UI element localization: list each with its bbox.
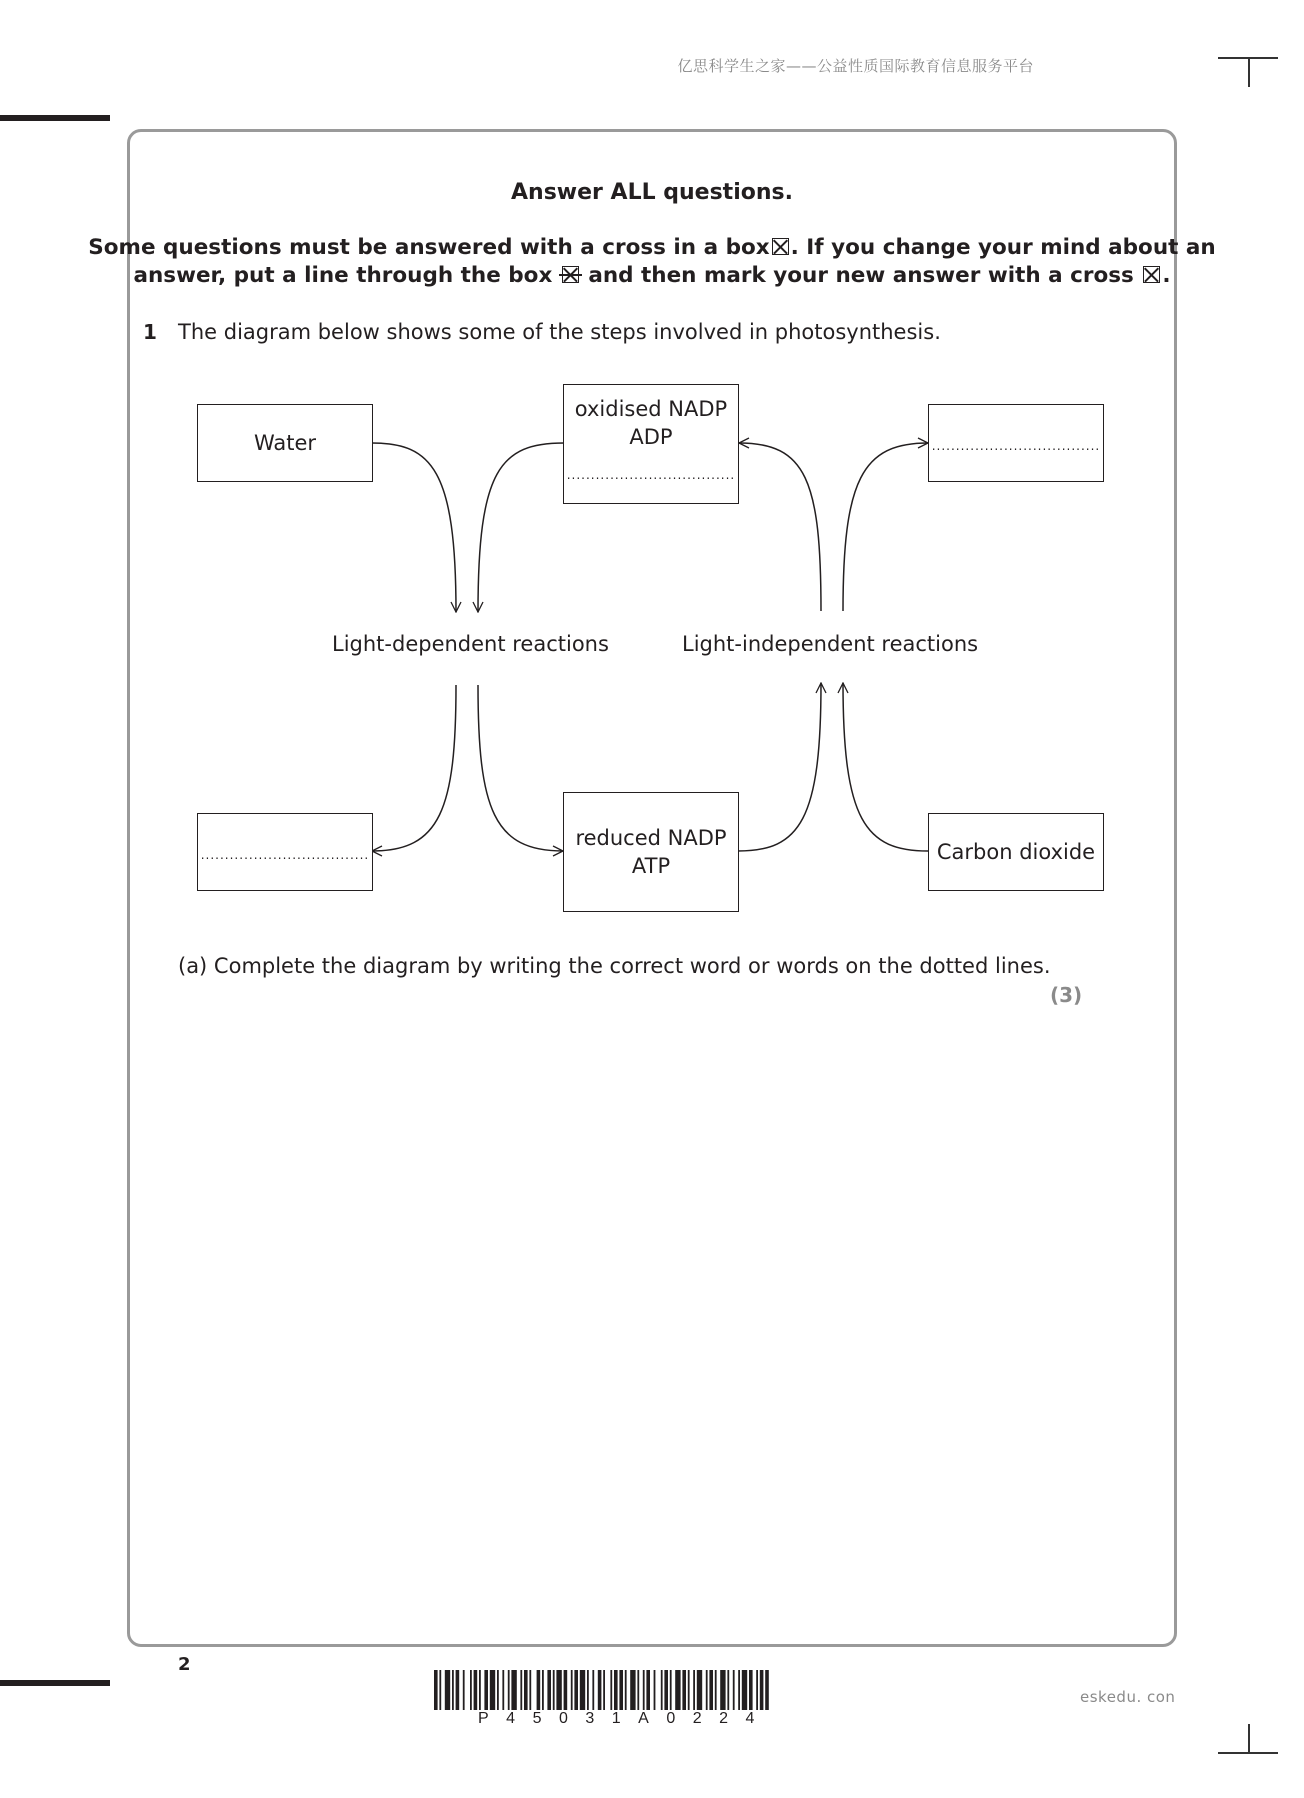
barcode-bar: [643, 1670, 645, 1710]
question-text: The diagram below shows some of the steps involved in photosynthesis.: [178, 320, 941, 344]
product-box-bottom-left: [197, 813, 373, 891]
light-independent-label: Light-independent reactions: [682, 632, 979, 656]
barcode-bar: [682, 1670, 686, 1710]
barcode-bar: [456, 1670, 460, 1710]
barcode-bar: [630, 1670, 635, 1710]
answer-dotted-line-top-right[interactable]: ...................................: [931, 439, 1101, 453]
barcode-bar: [439, 1670, 441, 1710]
barcode-bar: [479, 1670, 481, 1710]
barcode-bar: [490, 1670, 495, 1710]
reduced-nadp-label: reduced NADP: [575, 826, 727, 850]
barcode-bar: [738, 1670, 740, 1710]
atp-label: ATP: [631, 854, 671, 878]
barcode-bar: [625, 1670, 627, 1710]
watermark: 亿思科学生之家——公益性质国际教育信息服务平台: [677, 57, 1034, 75]
barcode-bar: [675, 1670, 680, 1710]
arrow-carbon-dioxide-to-light-independent: [843, 683, 928, 851]
barcode-bar: [497, 1670, 499, 1710]
barcode-bar: [661, 1670, 663, 1710]
barcode-bar: [688, 1670, 690, 1710]
barcode-bar: [592, 1670, 594, 1710]
oxidised-nadp-label: oxidised NADP: [574, 397, 728, 421]
barcode-number: P45031A0224: [478, 1710, 772, 1727]
barcode-bar: [542, 1670, 544, 1710]
barcode-bar: [706, 1670, 708, 1710]
barcode-bar: [720, 1670, 725, 1710]
barcode-bar: [587, 1670, 589, 1710]
arrow-light-independent-to-product: [843, 443, 928, 611]
arrow-light-independent-to-oxidised: [739, 443, 821, 611]
barcode-bar: [571, 1670, 573, 1710]
barcode-bar: [580, 1670, 585, 1710]
barcode-bar: [520, 1670, 522, 1710]
adp-label: ADP: [629, 425, 673, 449]
barcode-bar: [452, 1670, 454, 1710]
site-watermark: eskedu. con: [1080, 1688, 1176, 1706]
barcode-bar: [470, 1670, 472, 1710]
barcode-bar: [742, 1670, 747, 1710]
barcode-bar: [524, 1670, 528, 1710]
arrow-reduced-to-light-independent: [738, 683, 821, 851]
barcode-bar: [474, 1670, 478, 1710]
barcode-bar: [760, 1670, 764, 1710]
barcode-bar: [733, 1670, 735, 1710]
barcode-bar: [637, 1670, 639, 1710]
arrow-light-dependent-to-product: [372, 685, 456, 851]
barcode-bar: [664, 1670, 668, 1710]
arrow-oxidised-to-light-dependent: [478, 443, 564, 612]
part-a-question: (a) Complete the diagram by writing the correct word or words on the dotted lines.: [178, 954, 1051, 978]
barcode-bar: [654, 1670, 656, 1710]
light-dependent-label: Light-dependent reactions: [332, 632, 609, 656]
instructions-text: and then mark your new answer with a cross: [588, 263, 1134, 288]
barcode-bar: [502, 1670, 504, 1710]
arrow-water-to-light-dependent: [372, 443, 456, 612]
barcode-bar: [749, 1670, 753, 1710]
barcode-bar: [709, 1670, 713, 1710]
barcode-bar: [693, 1670, 695, 1710]
barcode-bar: [564, 1670, 568, 1710]
barcode-bar: [574, 1670, 578, 1710]
carbon-dioxide-box: [928, 813, 1104, 891]
barcode-bar: [610, 1670, 612, 1710]
barcode-bar: [547, 1670, 551, 1710]
page-number: 2: [178, 1654, 191, 1675]
instructions-text: . If you change your mind about an: [790, 235, 1216, 260]
answer-dotted-line-bottom-left[interactable]: ...................................: [200, 848, 370, 862]
barcode-bar: [765, 1670, 769, 1710]
barcode-bar: [556, 1670, 561, 1710]
barcode-bar: [445, 1670, 450, 1710]
barcode-bar: [614, 1670, 618, 1710]
barcode: [434, 1670, 868, 1710]
barcode-bar: [727, 1670, 729, 1710]
oxidised-nadp-box: [563, 384, 739, 504]
carbon-dioxide-label: Carbon dioxide: [936, 840, 1096, 864]
barcode-bar: [598, 1670, 602, 1710]
instructions-text: Some questions must be answered with a cross in a box: [88, 235, 770, 260]
water-box: [197, 404, 373, 482]
barcode-bar: [670, 1670, 672, 1710]
barcode-bar: [463, 1670, 465, 1710]
barcode-bar: [553, 1670, 555, 1710]
barcode-bar: [697, 1670, 702, 1710]
barcode-bar: [529, 1670, 531, 1710]
water-label: Water: [253, 431, 317, 455]
product-box-top-right: [928, 404, 1104, 482]
barcode-bar: [646, 1670, 650, 1710]
arrow-light-dependent-to-reduced: [478, 685, 563, 851]
barcode-bar: [434, 1670, 438, 1710]
instructions-text: answer, put a line through the box: [133, 263, 553, 288]
barcode-bar: [537, 1670, 541, 1710]
barcode-bar: [756, 1670, 758, 1710]
barcode-bar: [511, 1670, 516, 1710]
instructions-text: .: [1162, 263, 1171, 288]
barcode-bar: [715, 1670, 717, 1710]
question-number: 1: [143, 320, 157, 344]
barcode-bar: [619, 1670, 623, 1710]
barcode-bar: [603, 1670, 605, 1710]
part-a-marks: (3): [1050, 983, 1083, 1007]
reduced-nadp-box: [563, 792, 739, 912]
instructions-title: Answer ALL questions.: [511, 180, 793, 205]
barcode-bar: [484, 1670, 488, 1710]
answer-dotted-line-top-middle[interactable]: ...................................: [566, 468, 736, 482]
barcode-bar: [508, 1670, 510, 1710]
